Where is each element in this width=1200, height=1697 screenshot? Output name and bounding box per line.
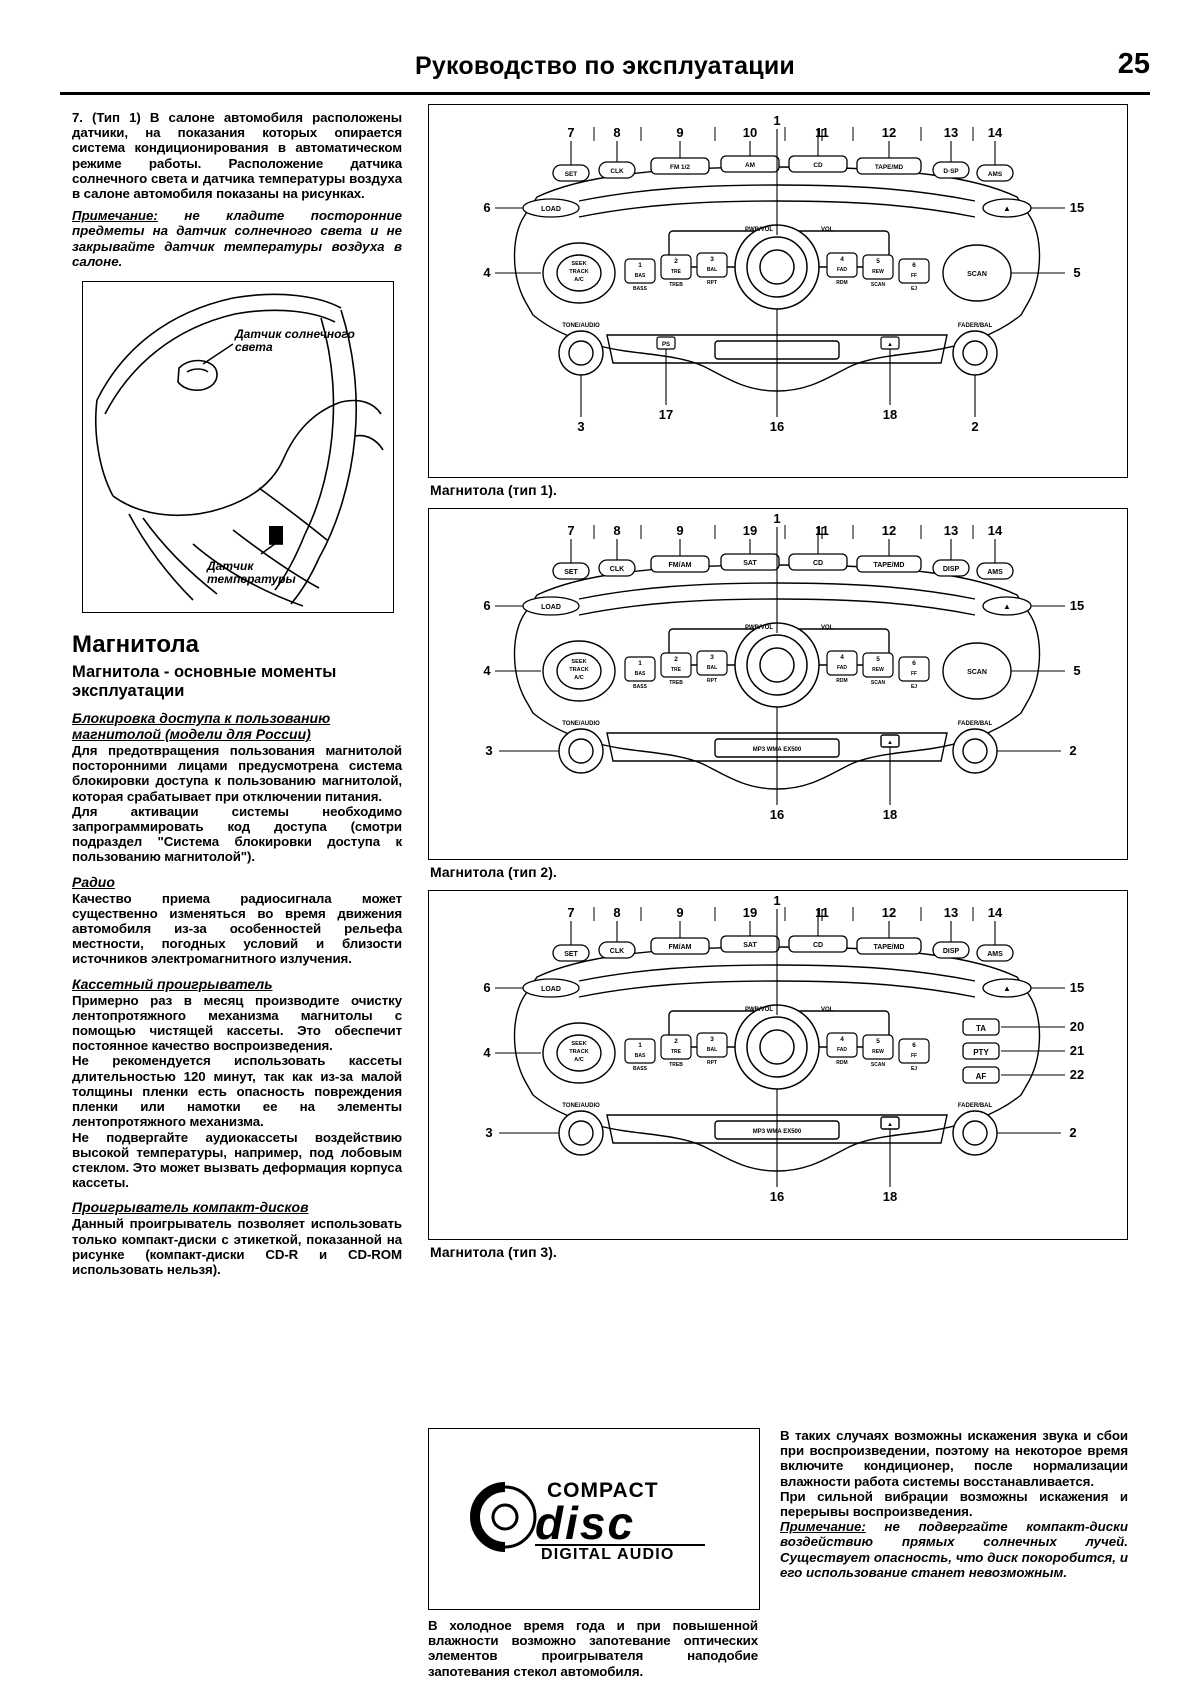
svg-text:SEEK: SEEK — [571, 1041, 587, 1047]
svg-text:▲: ▲ — [887, 740, 893, 746]
svg-text:16: 16 — [769, 1189, 785, 1204]
svg-text:TRACK: TRACK — [569, 667, 589, 673]
svg-text:3: 3 — [710, 654, 714, 661]
svg-text:CLK: CLK — [609, 566, 625, 573]
cd-logo-line1: COMPACT — [547, 1479, 659, 1502]
paragraph-cold-weather: В холодное время года и при повышенной влажности возможно запотевание оптических элементов проигрывателя наподобие запотевания стекол автомобиля. — [428, 1618, 758, 1679]
svg-text:▲: ▲ — [1003, 984, 1011, 993]
svg-text:20: 20 — [1069, 1019, 1085, 1034]
svg-text:D·SP: D·SP — [943, 168, 959, 175]
svg-text:13: 13 — [943, 523, 959, 538]
svg-text:17: 17 — [658, 407, 674, 422]
svg-text:BAS: BAS — [634, 1053, 646, 1059]
svg-text:SET: SET — [564, 951, 578, 958]
svg-text:TA: TA — [975, 1024, 987, 1033]
svg-text:▲: ▲ — [887, 1122, 893, 1128]
heading-access-lock: Блокировка доступа к пользованию магнитолой (модели для России) — [72, 710, 331, 743]
svg-text:TAPE/MD: TAPE/MD — [873, 562, 905, 569]
label-temp-sensor-2: температуры — [207, 572, 296, 587]
svg-text:2: 2 — [1069, 743, 1077, 758]
svg-text:CLK: CLK — [609, 948, 625, 955]
label-temp-sensor: Датчик — [207, 559, 254, 574]
page-title: Руководство по эксплуатации — [415, 52, 795, 80]
svg-text:VOL: VOL — [821, 227, 834, 233]
svg-text:3: 3 — [485, 1125, 493, 1140]
svg-text:▲: ▲ — [1003, 204, 1011, 213]
svg-text:4: 4 — [840, 1036, 844, 1043]
svg-text:AMS: AMS — [987, 569, 1003, 576]
svg-text:BASS: BASS — [633, 684, 647, 690]
svg-text:PS: PS — [661, 342, 671, 348]
svg-text:AMS: AMS — [987, 951, 1003, 958]
note-cd-label: Примечание: — [780, 1519, 866, 1535]
svg-text:7: 7 — [567, 905, 575, 920]
svg-text:8: 8 — [613, 125, 621, 140]
paragraph-radio: Качество приема радиосигнала может существенно изменяться во время движения автомобиля из-за особенностей рельефа местности, погодных условий и близости источников электромагнитного излучения. — [72, 890, 402, 967]
svg-text:15: 15 — [1069, 980, 1085, 995]
svg-text:SCAN: SCAN — [870, 282, 886, 288]
svg-text:BAL: BAL — [706, 1047, 718, 1053]
svg-text:22: 22 — [1069, 1067, 1085, 1082]
compact-disc-digital-audio-logo — [469, 1473, 719, 1565]
svg-text:SCAN: SCAN — [870, 680, 886, 686]
svg-text:6: 6 — [483, 980, 491, 995]
figure-2-caption: Магнитола (тип 2). — [430, 864, 557, 880]
svg-text:TAPE/MD: TAPE/MD — [874, 164, 904, 171]
svg-text:RDM: RDM — [836, 1060, 848, 1066]
svg-text:1: 1 — [638, 1042, 642, 1049]
svg-text:SCAN: SCAN — [870, 1062, 886, 1068]
svg-text:EJ: EJ — [910, 684, 918, 690]
note-cd-sunlight — [780, 1519, 1128, 1580]
svg-text:PWR/VOL: PWR/VOL — [745, 625, 773, 631]
svg-text:14: 14 — [987, 523, 1003, 538]
svg-text:DISP: DISP — [942, 566, 960, 573]
svg-text:REW: REW — [872, 1049, 884, 1055]
svg-text:VOL: VOL — [821, 625, 834, 631]
note-label: Примечание: — [72, 208, 158, 224]
svg-text:REW: REW — [872, 269, 884, 275]
radio-type3-drawing — [429, 891, 1125, 1237]
heading-radio-section: Радио — [72, 873, 115, 890]
radio-type1-drawing — [429, 105, 1125, 475]
svg-text:RPT: RPT — [707, 280, 717, 286]
svg-text:19: 19 — [742, 523, 758, 538]
cd-logo-line2: disc — [535, 1497, 636, 1549]
svg-text:REW: REW — [872, 667, 884, 673]
svg-text:6: 6 — [912, 1042, 916, 1049]
right-column — [428, 104, 1128, 1270]
svg-text:RDM: RDM — [836, 678, 848, 684]
page-header — [60, 48, 1150, 98]
svg-text:A/C: A/C — [574, 277, 584, 283]
svg-text:15: 15 — [1069, 200, 1085, 215]
svg-text:▲: ▲ — [1003, 602, 1011, 611]
paragraph-lock-1: Для предотвращения пользования магнитолой посторонними лицами предусмотрена система блокировки доступа к пользованию магнитолой, которая срабатывает при отключении питания. — [72, 743, 402, 804]
paragraph-distortion: В таких случаях возможны искажения звука и сбои при воспроизведении, поэтому на некоторое время включите кондиционер, после нормализации влажности работа системы восстанавливается. — [780, 1428, 1128, 1489]
svg-text:SCAN: SCAN — [967, 271, 987, 278]
note-cd-body: не подвергайте компакт-диски воздействию прямых солнечных лучей. Существует опасность, что диск покоробится, и его использование станет невозможным. — [780, 1519, 1128, 1580]
svg-text:FADER/BAL: FADER/BAL — [957, 721, 993, 727]
svg-text:BAL: BAL — [706, 665, 718, 671]
svg-text:1: 1 — [773, 893, 781, 908]
svg-text:2: 2 — [1069, 1125, 1077, 1140]
left-column — [72, 110, 402, 1277]
svg-text:MP3 WMA EX500: MP3 WMA EX500 — [752, 747, 802, 753]
svg-text:2: 2 — [674, 258, 678, 265]
svg-text:CD: CD — [813, 162, 823, 169]
svg-text:VOL: VOL — [821, 1007, 834, 1013]
svg-text:9: 9 — [676, 523, 684, 538]
note-body: не кладите посторонние предметы на датчик солнечного света и не закрывайте датчик температуры воздуха в салоне. — [72, 208, 402, 269]
svg-text:1: 1 — [773, 113, 781, 128]
svg-text:TRACK: TRACK — [569, 269, 589, 275]
svg-text:5: 5 — [876, 1038, 880, 1045]
heading-cd-player: Проигрыватель компакт-дисков — [72, 1199, 309, 1216]
svg-text:11: 11 — [815, 905, 829, 920]
svg-text:14: 14 — [987, 905, 1003, 920]
svg-text:TRE: TRE — [671, 1049, 681, 1055]
bottom-left-text — [428, 1618, 758, 1679]
svg-text:PTY: PTY — [973, 1048, 989, 1057]
radio-type2-drawing — [429, 509, 1125, 857]
svg-text:5: 5 — [1073, 663, 1081, 678]
svg-text:SEEK: SEEK — [571, 261, 587, 267]
svg-text:2: 2 — [971, 419, 979, 434]
svg-text:SET: SET — [564, 171, 578, 178]
svg-text:11: 11 — [815, 125, 829, 140]
svg-text:9: 9 — [676, 905, 684, 920]
sensor-location-illustration — [82, 281, 394, 613]
figure-radio-type1 — [428, 104, 1128, 478]
svg-text:FF: FF — [910, 1053, 918, 1059]
svg-text:FAD: FAD — [837, 665, 847, 671]
svg-text:7: 7 — [567, 523, 575, 538]
paragraph-vibration: При сильной вибрации возможны искажения и перерывы воспроизведения. — [780, 1488, 1128, 1520]
svg-text:TONE/AUDIO: TONE/AUDIO — [562, 1103, 600, 1109]
svg-text:SEEK: SEEK — [571, 659, 587, 665]
svg-text:BAS: BAS — [634, 671, 646, 677]
sensor-illustration-drawing — [83, 282, 390, 609]
svg-text:BAL: BAL — [706, 267, 718, 273]
svg-text:13: 13 — [943, 905, 959, 920]
svg-text:4: 4 — [483, 663, 491, 678]
svg-text:TAPE/MD: TAPE/MD — [873, 944, 905, 951]
svg-text:TREB: TREB — [669, 680, 683, 686]
svg-text:CLK: CLK — [610, 168, 624, 175]
svg-text:PWR/VOL: PWR/VOL — [745, 227, 773, 233]
svg-text:13: 13 — [943, 125, 959, 140]
svg-text:BASS: BASS — [633, 1066, 647, 1072]
svg-text:7: 7 — [567, 125, 575, 140]
svg-text:CD: CD — [812, 560, 824, 567]
svg-text:BAS: BAS — [634, 273, 646, 279]
svg-text:RDM: RDM — [836, 280, 848, 286]
svg-text:18: 18 — [882, 807, 898, 822]
svg-text:5: 5 — [876, 258, 880, 265]
svg-text:FADER/BAL: FADER/BAL — [957, 1103, 993, 1109]
svg-text:BASS: BASS — [633, 286, 647, 292]
svg-text:DISP: DISP — [942, 948, 960, 955]
figure-radio-type3 — [428, 890, 1128, 1240]
svg-text:14: 14 — [987, 125, 1003, 140]
svg-text:12: 12 — [881, 523, 897, 538]
svg-text:4: 4 — [483, 265, 491, 280]
svg-text:3: 3 — [485, 743, 493, 758]
svg-text:LOAD: LOAD — [541, 206, 561, 213]
note-sensors — [72, 208, 402, 269]
svg-text:16: 16 — [769, 419, 785, 434]
page-number: 25 — [1117, 48, 1150, 80]
svg-text:TONE/AUDIO: TONE/AUDIO — [562, 721, 600, 727]
svg-text:5: 5 — [876, 656, 880, 663]
svg-text:A/C: A/C — [574, 1057, 584, 1063]
svg-text:FF: FF — [910, 671, 918, 677]
svg-text:FF: FF — [910, 273, 918, 279]
svg-text:3: 3 — [710, 256, 714, 263]
header-divider — [60, 92, 1150, 95]
svg-text:18: 18 — [882, 407, 898, 422]
svg-text:SCAN: SCAN — [967, 669, 987, 676]
svg-text:18: 18 — [882, 1189, 898, 1204]
svg-text:FAD: FAD — [837, 267, 847, 273]
svg-text:RPT: RPT — [707, 1060, 717, 1066]
svg-text:6: 6 — [912, 262, 916, 269]
svg-text:3: 3 — [710, 1036, 714, 1043]
svg-text:SET: SET — [564, 569, 578, 576]
svg-text:16: 16 — [769, 807, 785, 822]
svg-text:SAT: SAT — [743, 942, 757, 949]
svg-text:A/C: A/C — [574, 675, 584, 681]
heading-radio: Магнитола — [72, 631, 199, 659]
cd-logo-line3: DIGITAL AUDIO — [541, 1546, 675, 1563]
svg-text:FADER/BAL: FADER/BAL — [957, 323, 993, 329]
figure-radio-type2 — [428, 508, 1128, 860]
figure-3-caption: Магнитола (тип 3). — [430, 1244, 557, 1260]
svg-text:TRACK: TRACK — [569, 1049, 589, 1055]
svg-text:6: 6 — [912, 660, 916, 667]
svg-text:TRE: TRE — [671, 269, 681, 275]
figure-1-caption: Магнитола (тип 1). — [430, 482, 557, 498]
svg-text:TREB: TREB — [669, 282, 683, 288]
svg-text:▲: ▲ — [887, 342, 893, 348]
label-sun-sensor: Датчик солнечного — [235, 327, 355, 342]
svg-text:PWR/VOL: PWR/VOL — [745, 1007, 773, 1013]
svg-text:4: 4 — [840, 654, 844, 661]
svg-text:AF: AF — [975, 1072, 987, 1081]
svg-text:8: 8 — [613, 905, 621, 920]
svg-text:15: 15 — [1069, 598, 1085, 613]
svg-text:AM: AM — [745, 162, 755, 169]
svg-text:1: 1 — [773, 511, 781, 526]
svg-text:FAD: FAD — [837, 1047, 847, 1053]
svg-text:FM/AM: FM/AM — [668, 944, 692, 951]
svg-text:TRE: TRE — [671, 667, 681, 673]
paragraph-cassette-2: Не рекомендуется использовать кассеты длительностью 120 минут, так как из-за малой толщины пленки есть опасность повреждения пленки или намотки ее на элементы лентопротяжного механизма. — [72, 1053, 402, 1130]
paragraph-cd: Данный проигрыватель позволяет использовать только компакт-диски с этикеткой, показанной на рисунке (компакт-диски CD-R и CD-ROM использовать нельзя). — [72, 1216, 402, 1277]
bottom-right-text — [780, 1428, 1128, 1580]
paragraph-lock-2: Для активации системы необходимо запрограммировать код доступа (смотри подраздел "Система блокировки доступа к пользованию магнитолой"). — [72, 803, 402, 865]
svg-text:6: 6 — [483, 598, 491, 613]
paragraph-7: 7. (Тип 1) В салоне автомобиля расположены датчики, на показания которых опирается система кондиционирования в автоматическом режиме работы. Расположение датчика солнечного света и датчика температуры воздуха в салоне автомобиля показаны на рисунках. — [72, 110, 402, 202]
label-sun-sensor-2: света — [235, 340, 273, 355]
svg-text:21: 21 — [1069, 1043, 1085, 1058]
svg-text:1: 1 — [638, 660, 642, 667]
svg-text:3: 3 — [577, 419, 585, 434]
paragraph-cassette-1: Примерно раз в месяц производите очистку лентопротяжного механизма магнитолы с помощью чистящей кассеты. Это обеспечит постоянное качество воспроизведения. — [72, 992, 402, 1054]
svg-text:FM 1/2: FM 1/2 — [670, 164, 690, 171]
svg-text:1: 1 — [638, 262, 642, 269]
svg-text:10: 10 — [742, 125, 758, 140]
heading-cassette: Кассетный проигрыватель — [72, 975, 273, 992]
svg-text:EJ: EJ — [910, 1066, 918, 1072]
svg-text:TONE/AUDIO: TONE/AUDIO — [562, 323, 600, 329]
svg-text:19: 19 — [742, 905, 758, 920]
svg-text:12: 12 — [881, 125, 897, 140]
svg-text:4: 4 — [840, 256, 844, 263]
svg-text:2: 2 — [674, 1038, 678, 1045]
svg-text:MP3 WMA EX500: MP3 WMA EX500 — [752, 1129, 802, 1135]
svg-text:RPT: RPT — [707, 678, 717, 684]
svg-text:LOAD: LOAD — [541, 604, 561, 611]
svg-text:12: 12 — [881, 905, 897, 920]
svg-text:2: 2 — [674, 656, 678, 663]
svg-text:5: 5 — [1073, 265, 1081, 280]
svg-text:FM/AM: FM/AM — [668, 562, 692, 569]
paragraph-cassette-3: Не подвергайте аудиокассеты воздействию высокой температуры, например, под лобовым стеклом. Это может вызвать деформация корпуса кассеты. — [72, 1129, 402, 1191]
cd-logo-figure — [428, 1428, 760, 1610]
svg-text:4: 4 — [483, 1045, 491, 1060]
svg-text:LOAD: LOAD — [541, 986, 561, 993]
svg-text:11: 11 — [815, 523, 829, 538]
svg-text:AMS: AMS — [987, 171, 1003, 178]
heading-radio-basics: Магнитола - основные моменты эксплуатации — [72, 663, 337, 701]
svg-text:EJ: EJ — [910, 286, 918, 292]
svg-text:9: 9 — [676, 125, 684, 140]
svg-text:8: 8 — [613, 523, 621, 538]
svg-text:TREB: TREB — [669, 1062, 683, 1068]
svg-text:6: 6 — [483, 200, 491, 215]
svg-text:CD: CD — [812, 942, 824, 949]
svg-text:SAT: SAT — [743, 560, 757, 567]
